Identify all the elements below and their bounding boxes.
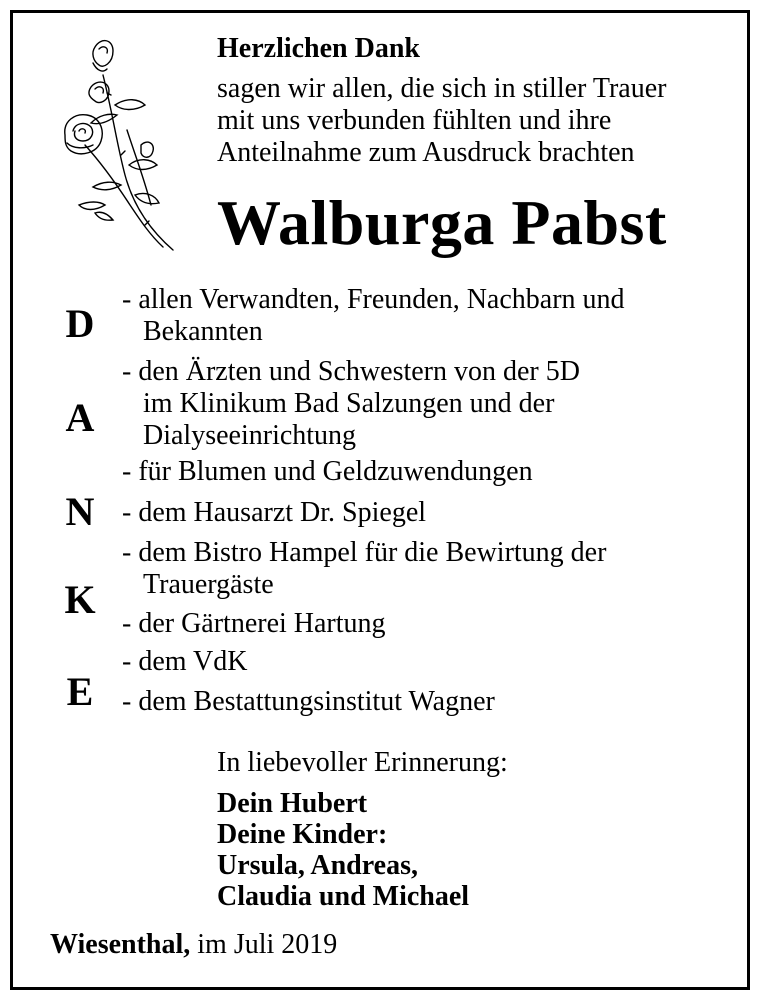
list-item-line: Bekannten [143,316,263,347]
closing-line: In liebevoller Erinnerung: [217,747,508,778]
list-item-line: - dem VdK [122,646,248,677]
place-date [50,929,337,961]
list-item [122,497,426,529]
danke-letter-e: E [66,669,94,714]
list-item-line: - der Gärtnerei Hartung [122,608,386,639]
place: Wiesenthal, [50,929,191,960]
list-item [122,456,533,488]
list-item-line: - dem Hausarzt Dr. Spiegel [122,497,427,528]
danke-letter-a: A [65,395,95,440]
header-line-1: sagen wir allen, die sich in stiller Trauer [217,73,667,104]
rose-icon [55,35,185,255]
list-item-line: - für Blumen und Geldzuwendungen [122,456,533,487]
list-item-line: - dem Bestattungsinstitut Wagner [122,686,495,717]
signer: Dein Hubert [217,788,368,819]
list-item [122,537,606,601]
list-item-line: - dem Bistro Hampel für die Bewirtung der [122,537,607,568]
header-line-2: mit uns verbunden fühlten und ihre [217,105,612,136]
date: im Juli 2019 [190,929,338,960]
thanks-title: Herzlichen Dank [217,33,420,64]
danke-letter-d: D [65,301,95,346]
danke-letter-n: N [65,489,95,534]
signer: Deine Kinder: [217,819,388,850]
list-item-line: - den Ärzten und Schwestern von der 5D [122,356,580,387]
signer: Claudia und Michael [217,881,470,912]
list-item-line: Trauergäste [143,569,274,600]
list-item [122,608,386,640]
list-item [122,356,580,452]
list-item-line: im Klinikum Bad Salzungen und der [143,388,555,419]
list-item-line: - allen Verwandten, Freunden, Nachbarn und [122,284,625,315]
list-item [122,686,495,718]
header-line-3: Anteilnahme zum Ausdruck brachten [217,137,635,168]
signer: Ursula, Andreas, [217,850,418,881]
list-item [122,646,247,678]
list-item-line: Dialyseeinrichtung [143,420,357,451]
list-item [122,284,625,348]
danke-letter-k: K [64,577,96,622]
deceased-name: Walburga Pabst [217,187,667,258]
